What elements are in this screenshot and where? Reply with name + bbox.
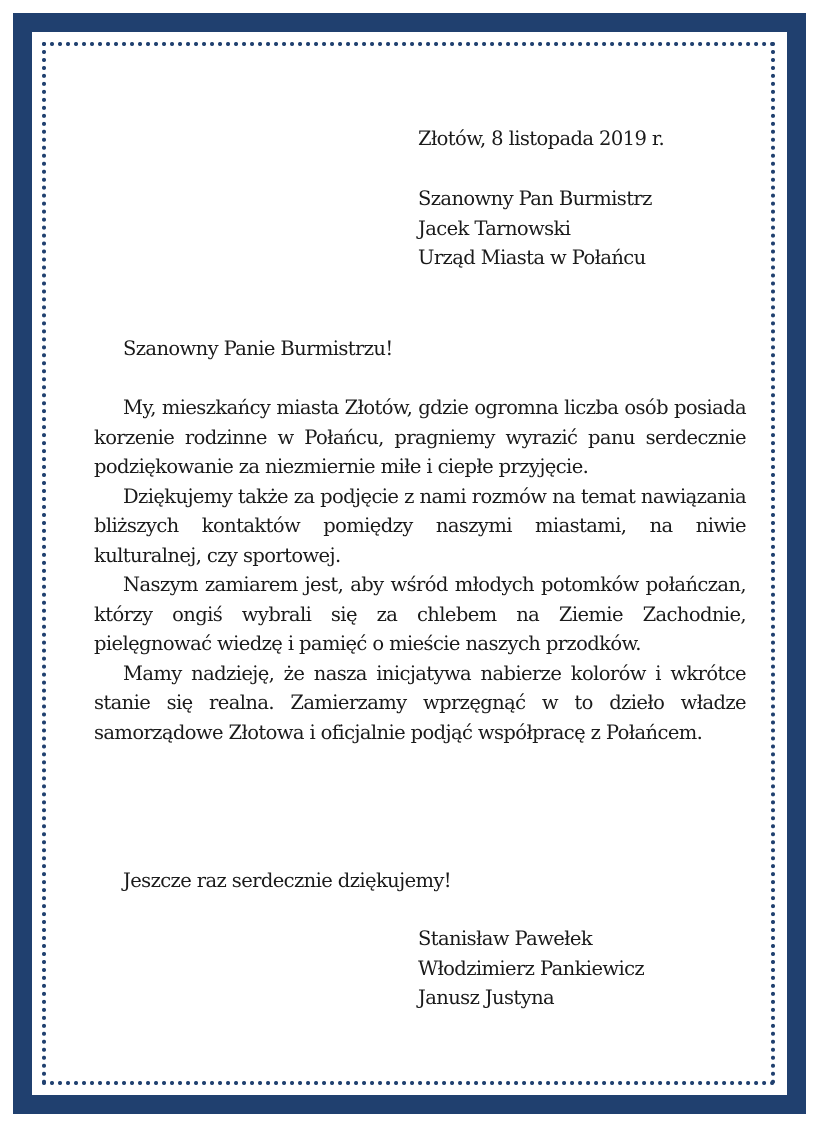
signatory-name: Janusz Justyna [418, 986, 555, 1009]
salutation: Szanowny Panie Burmistrzu! [123, 337, 393, 360]
body-paragraph: My, mieszkańcy miasta Złotów, gdzie ogromna liczba osób posiada korzenie rodzinne w Połańcu, pragniemy wyrazić panu serdecznie podziękowanie za niezmiernie miłe i ciepłe przyjęcie. [94, 396, 746, 478]
letter-body [94, 393, 746, 747]
signatory-name: Włodzimierz Pankiewicz [418, 956, 645, 980]
recipient-block [418, 184, 778, 273]
body-paragraph: Dziękujemy także za podjęcie z nami rozmów na temat nawiązania bliższych kontaktów pomiędzy naszymi miastami, na niwie kulturalnej, czy sportowej. [94, 484, 746, 567]
date-line: Złotów, 8 listopada 2019 r. [418, 127, 665, 150]
recipient-title: Szanowny Pan Burmistrz [418, 187, 652, 210]
recipient-office: Urząd Miasta w Połańcu [418, 246, 646, 269]
body-paragraph: Naszym zamiarem jest, aby wśród młodych potomków połańczan, którzy ongiś wybrali się za chlebem na Ziemie Zachodnie, pielęgnować wiedzę i pamięć o mieście naszych przodków. [94, 573, 746, 655]
closing-line: Jeszcze raz serdecznie dziękujemy! [123, 869, 452, 892]
signature-block [418, 924, 778, 1013]
recipient-name: Jacek Tarnowski [418, 216, 571, 240]
body-paragraph: Mamy nadzieję, że nasza inicjatywa nabierze kolorów i wkrótce stanie się realna. Zamierzamy wprzęgnąć w to dzieło władze samorządowe Złotowa i oficjalnie podjąć współpracę z Połańcem. [94, 661, 746, 744]
signatory-name: Stanisław Pawełek [418, 927, 593, 950]
